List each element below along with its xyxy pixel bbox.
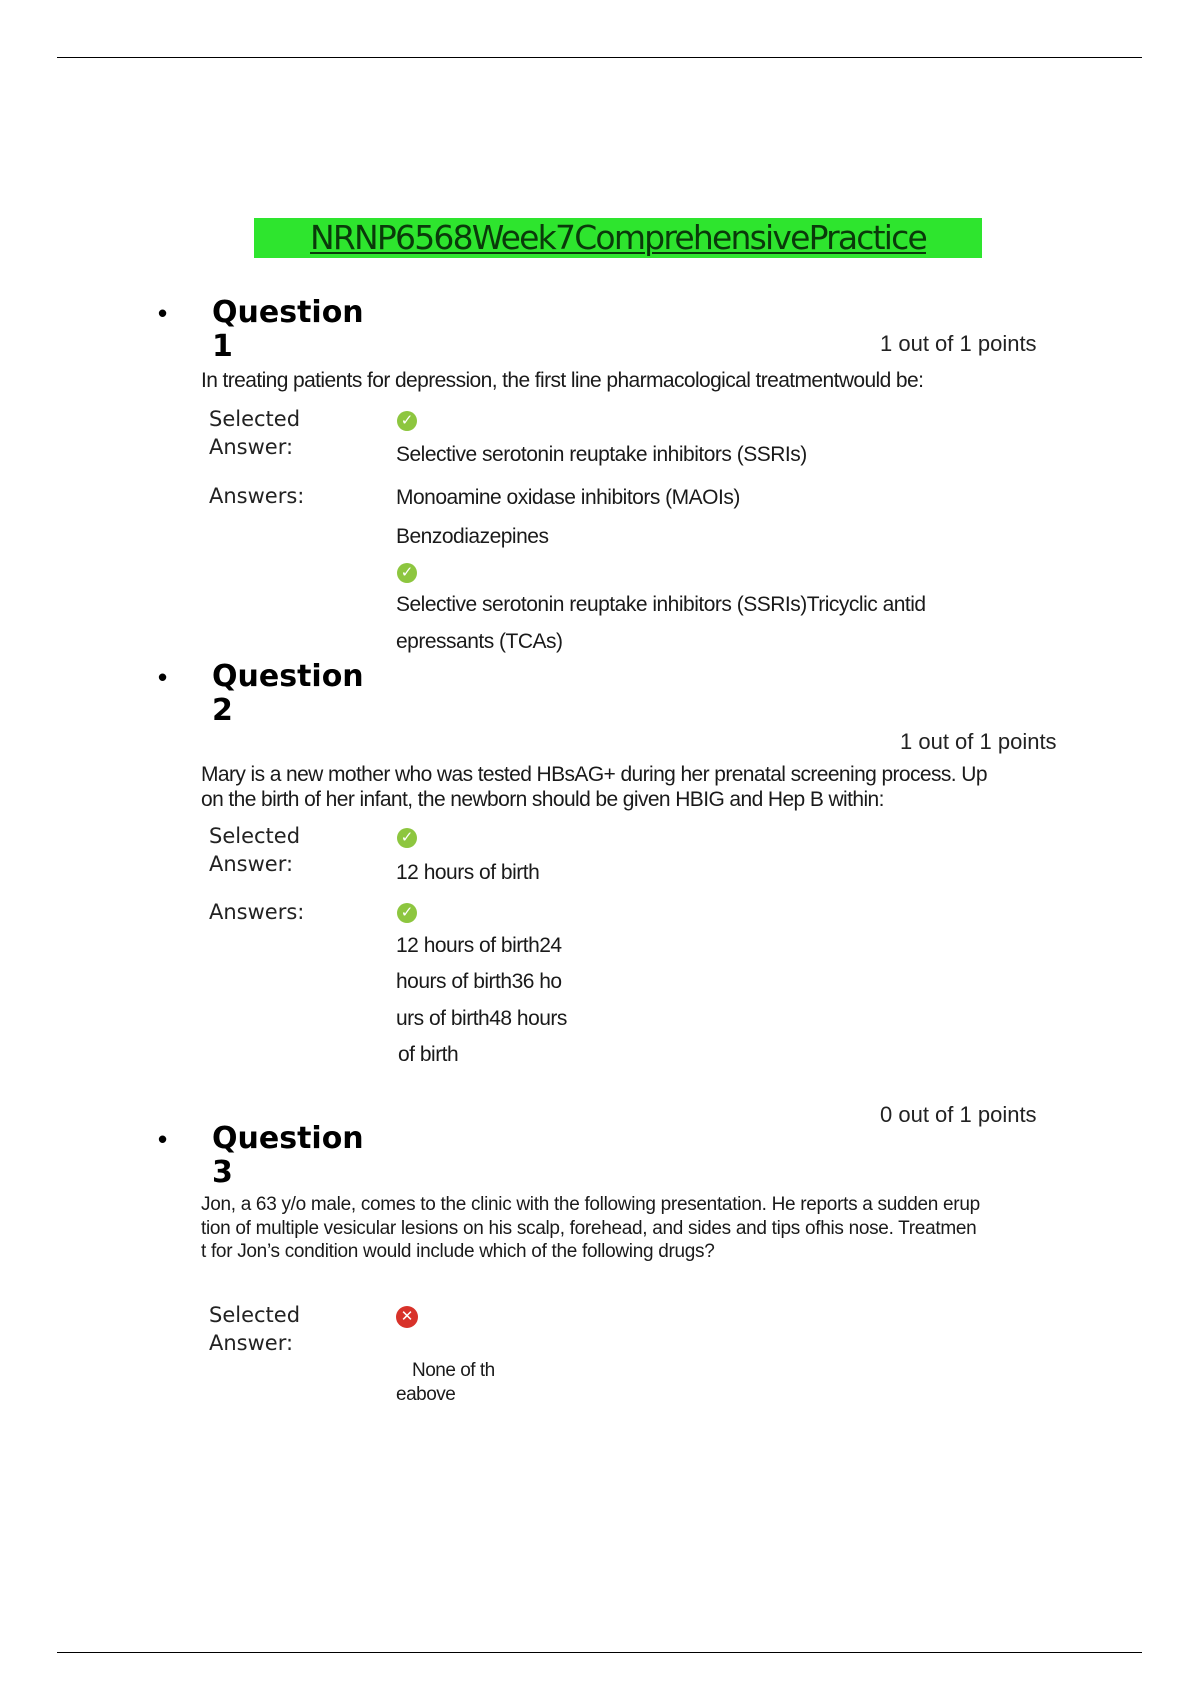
question-1-answer-option: Monoamine oxidase inhibitors (MAOIs) xyxy=(396,486,740,509)
question-1-points: 1 out of 1 points xyxy=(880,331,1037,356)
question-2-text-line: Mary is a new mother who was tested HBsAG+ during her prenatal screening process. Up xyxy=(201,763,987,786)
question-1-answer-option: Selective serotonin reuptake inhibitors (SSRIs)Tricyclic antid xyxy=(396,593,926,616)
question-2-selected-answer: 12 hours of birth xyxy=(396,861,540,884)
check-circle-icon: ✓ xyxy=(397,903,417,923)
question-3-selected-answer: eabove xyxy=(396,1384,456,1405)
question-2-heading: Question 2 xyxy=(212,659,364,728)
question-2-selected-label: Selected Answer: xyxy=(209,824,301,876)
question-2-answers-label: Answers: xyxy=(209,900,305,924)
question-1-text: In treating patients for depression, the first line pharmacological treatmentwould be: xyxy=(201,369,924,392)
check-circle-icon: ✓ xyxy=(397,828,417,848)
check-circle-icon: ✓ xyxy=(397,563,417,583)
question-3-selected-label: Selected Answer: xyxy=(209,1303,301,1355)
question-1-selected-label: Selected Answer: xyxy=(209,407,301,459)
top-rule xyxy=(57,57,1142,58)
check-circle-icon: ✓ xyxy=(397,411,417,431)
question-1-heading: Question 1 xyxy=(212,295,364,364)
question-3-text-line: tion of multiple vesicular lesions on his scalp, forehead, and sides and tips ofhis nose. Treatmen xyxy=(201,1218,977,1239)
question-2-answer-option: 12 hours of birth24 xyxy=(396,934,562,957)
question-3-selected-answer: None of th xyxy=(412,1360,495,1381)
question-3-text-line: Jon, a 63 y/o male, comes to the clinic with the following presentation. He reports a sudden erup xyxy=(201,1194,980,1215)
question-1-answers-label: Answers: xyxy=(209,484,305,508)
question-2-answer-option: of birth xyxy=(398,1043,459,1066)
question-1-answer-option: Benzodiazepines xyxy=(396,525,549,548)
question-2-answer-option: urs of birth48 hours xyxy=(396,1007,567,1030)
question-3-points: 0 out of 1 points xyxy=(880,1102,1037,1127)
question-2-text-line: on the birth of her infant, the newborn should be given HBIG and Hep B within: xyxy=(201,788,884,811)
question-2-bullet: • xyxy=(158,662,168,692)
question-2-answer-option: hours of birth36 ho xyxy=(396,970,562,993)
question-3-text-line: t for Jon’s condition would include which of the following drugs? xyxy=(201,1241,715,1262)
x-circle-icon: ✕ xyxy=(396,1306,418,1328)
page-title: NRNP6568Week7ComprehensivePractice xyxy=(254,218,982,258)
question-1-bullet: • xyxy=(158,298,168,328)
question-3-bullet: • xyxy=(158,1124,168,1154)
question-3-heading: Question 3 xyxy=(212,1121,364,1190)
question-1-selected-answer: Selective serotonin reuptake inhibitors (SSRIs) xyxy=(396,443,807,466)
question-2-points: 1 out of 1 points xyxy=(900,729,1057,754)
question-1-answer-option: epressants (TCAs) xyxy=(396,630,563,653)
bottom-rule xyxy=(57,1652,1142,1653)
